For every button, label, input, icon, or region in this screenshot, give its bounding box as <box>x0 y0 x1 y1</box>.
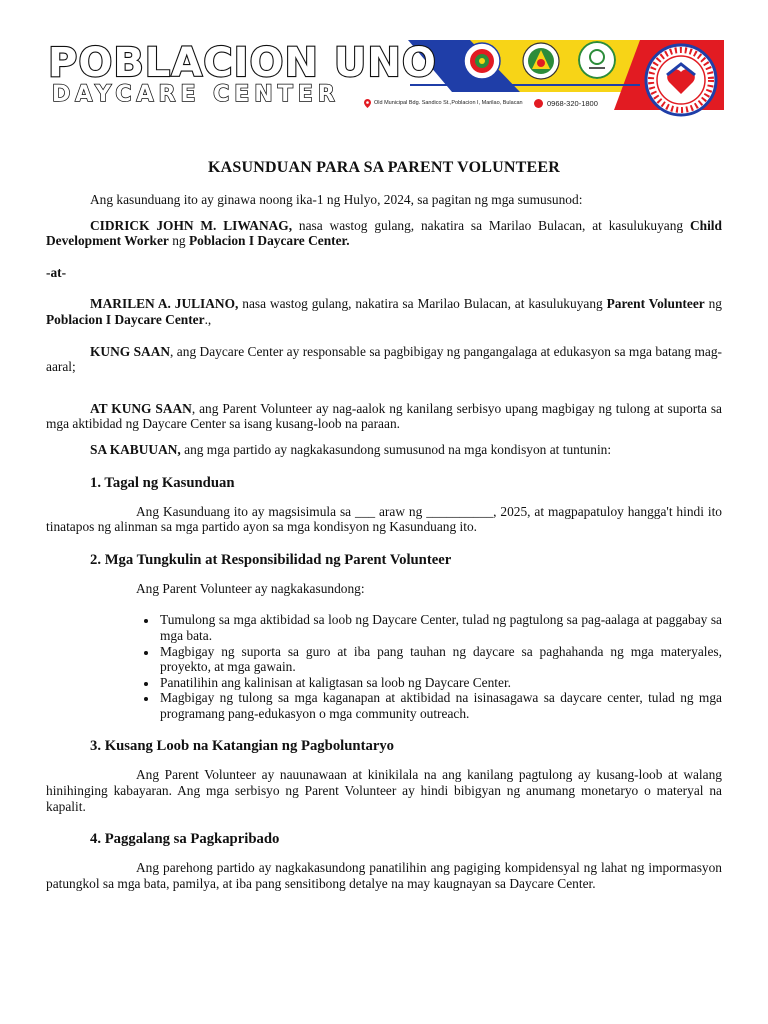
party1-text2: ng <box>168 233 189 249</box>
at-kung-saan-paragraph <box>46 401 722 432</box>
section-2-bullet-list <box>46 612 722 721</box>
phone-line <box>534 96 598 110</box>
section-1-body: Ang Kasunduang ito ay magsisimula sa ___ araw ng __________, 2025, at magpapatuloy hangga't hindi ito tinatapos ng alinman sa mga partido ayon sa mga kondisyon ng Kasunduang ito. <box>46 503 722 535</box>
address-line <box>364 96 523 110</box>
party2-paragraph <box>46 296 722 327</box>
list-item: • Tumulong sa mga aktibidad sa loob ng Daycare Center, tulad ng pagtulong sa pag-aalaga at paggabay sa mga bata. <box>158 612 722 643</box>
party2-role: Parent Volunteer <box>606 296 705 312</box>
party1-role: Child Development Worker <box>46 217 722 249</box>
kung-saan-label: KUNG SAAN <box>90 343 171 359</box>
intro-paragraph: Ang kasunduang ito ay ginawa noong ika-1 ng Hulyo, 2024, sa pagitan ng mga sumusunod: <box>90 192 583 207</box>
section-4-heading: 4. Paggalang sa Pagkapribado <box>90 831 280 848</box>
kung-saan-text: , ang Daycare Center ay responsable sa pagbibigay ng pangangalaga at edukasyon sa mga batang mag-aaral; <box>46 343 722 375</box>
daycare-center-logo <box>643 42 719 118</box>
agreement-document <box>46 158 722 891</box>
party1-text1: nasa wastog gulang, nakatira sa Marilao Bulacan, at kasulukuyang <box>292 217 690 233</box>
center-name-line1: POBLACION UNO <box>48 40 437 86</box>
section-3-body: Ang Parent Volunteer ay nauunawaan at kinikilala na ang kanilang pagtulong ay kusang-loob at walang hinihinging kabayaran. Ang mga serbisyo ng Parent Volunteer ay hindi bibigyan ng anumang monetaryo o materyal na kapalit. <box>46 767 722 814</box>
phone-icon <box>534 99 543 108</box>
separator-at: -at- <box>46 264 67 280</box>
section-1-heading: 1. Tagal ng Kasunduan <box>90 474 235 491</box>
list-item: • Magbigay ng suporta sa guro at iba pang tauhan ng daycare sa paghahanda ng mga materyales, proyekto, at mga gawain. <box>158 644 722 675</box>
kung-saan-paragraph <box>46 344 722 375</box>
list-item: • Magbigay ng tulong sa mga kaganapan at aktibidad na isinasagawa sa daycare center, tulad ng mga programang pang-edukasyon o mga community outreach. <box>158 690 722 721</box>
party1-name: CIDRICK JOHN M. LIWANAG, <box>90 217 293 233</box>
bayan-ng-marilao-seal <box>463 42 501 80</box>
phone-number: 0968-320-1800 <box>547 98 598 108</box>
at-kung-saan-label: AT KUNG SAAN <box>90 400 192 416</box>
sa-kabuuan-label: SA KABUUAN, <box>90 441 181 457</box>
section-2-lead: Ang Parent Volunteer ay nagkakasundong: <box>136 580 365 596</box>
party1-org: Poblacion I Daycare Center. <box>188 233 350 249</box>
center-name-line2: DAYCARE CENTER <box>52 82 340 107</box>
province-seal <box>522 42 560 80</box>
section-4-body: Ang parehong partido ay nagkakasundong panatilihin ang pagiging kompidensyal ng lahat ng impormasyon patungkol sa mga bata, pamilya, at iba pang sensitibong detalye na may kaugnayan sa Daycare Center. <box>46 860 722 891</box>
party2-text3: ., <box>204 311 212 327</box>
address-text: Old Municipal Bdg. Sandico St.,Poblacion I, Marilao, Bulacan <box>374 100 523 106</box>
letterhead <box>0 0 768 125</box>
location-pin-icon <box>364 99 371 108</box>
party2-org: Poblacion I Daycare Center <box>46 311 205 327</box>
sa-kabuuan-text: ang mga partido ay nagkakasundong sumusunod na mga kondisyon at tuntunin: <box>180 441 612 457</box>
party1-paragraph <box>46 218 722 249</box>
party2-name: MARILEN A. JULIANO, <box>90 296 239 312</box>
document-title: KASUNDUAN PARA SA PARENT VOLUNTEER <box>207 159 560 176</box>
party2-text1: nasa wastog gulang, nakatira sa Marilao Bulacan, at kasulukuyang <box>238 296 607 312</box>
eccd-council-seal <box>578 41 616 79</box>
section-2-heading: 2. Mga Tungkulin at Responsibilidad ng Parent Volunteer <box>90 551 452 568</box>
party2-text2: ng <box>704 296 722 312</box>
sa-kabuuan-paragraph <box>46 442 722 458</box>
at-kung-saan-text: , ang Parent Volunteer ay nag-aalok ng kanilang serbisyo upang magbigay ng tulong at suporta sa mga aktibidad ng Daycare Center sa isang kusang-loob na paraan. <box>46 400 722 432</box>
list-item: • Panatilihin ang kalinisan at kaligtasan sa loob ng Daycare Center. <box>158 675 722 691</box>
section-3-heading: 3. Kusang Loob na Katangian ng Pagboluntaryo <box>90 738 395 755</box>
